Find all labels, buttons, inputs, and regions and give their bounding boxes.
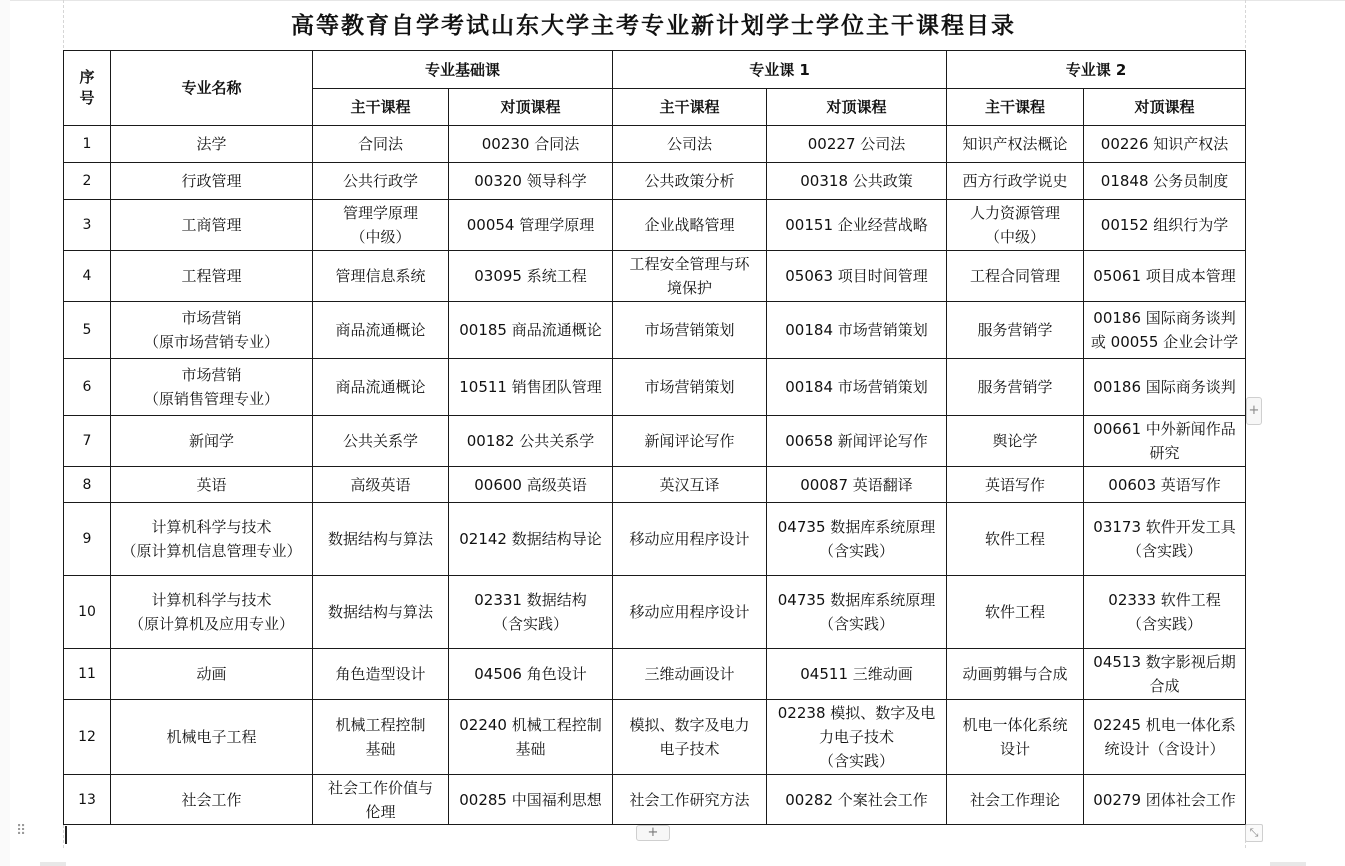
cell-major2-match: 03173 软件开发工具 （含实践）: [1084, 503, 1246, 576]
table-row: [64, 302, 1246, 359]
cell-major1-main: 工程安全管理与环 境保护: [613, 251, 767, 302]
cell-major1-main: 市场营销策划: [613, 302, 767, 359]
cell-seq: 8: [64, 467, 111, 503]
document-title: 高等教育自学考试山东大学主考专业新计划学士学位主干课程目录: [291, 12, 1016, 39]
cell-major2-main: 软件工程: [947, 503, 1084, 576]
header-major2-match: 对顶课程: [1084, 89, 1246, 126]
table-row: [64, 700, 1246, 775]
cell-major1-main: 社会工作研究方法: [613, 775, 767, 825]
cell-seq: 4: [64, 251, 111, 302]
cell-major2-match: 02333 软件工程 （含实践）: [1084, 576, 1246, 649]
cell-basic-main: 数据结构与算法: [313, 576, 449, 649]
cell-basic-main: 社会工作价值与 伦理: [313, 775, 449, 825]
text-cursor: [65, 826, 67, 844]
table-row: [64, 251, 1246, 302]
cell-basic-match: 00285 中国福利思想: [449, 775, 613, 825]
add-column-button[interactable]: +: [1246, 397, 1262, 425]
resize-handle-icon[interactable]: ⤡: [1245, 824, 1263, 842]
table-row: [64, 467, 1246, 503]
cell-seq: 3: [64, 200, 111, 251]
cell-major1-match: 00184 市场营销策划: [767, 359, 947, 416]
cell-basic-match: 00182 公共关系学: [449, 416, 613, 467]
cell-basic-main: 商品流通概论: [313, 302, 449, 359]
cell-major2-match: 01848 公务员制度: [1084, 163, 1246, 200]
cell-major1-match: 00282 个案社会工作: [767, 775, 947, 825]
cell-basic-match: 02240 机械工程控制 基础: [449, 700, 613, 775]
cell-major1-match: 00151 企业经营战略: [767, 200, 947, 251]
header-group-major2: 专业课 2: [947, 51, 1246, 89]
cell-basic-match: 00600 高级英语: [449, 467, 613, 503]
cell-major: 新闻学: [111, 416, 313, 467]
cell-major: 动画: [111, 649, 313, 700]
table-row: [64, 416, 1246, 467]
cell-seq: 11: [64, 649, 111, 700]
cell-basic-main: 公共关系学: [313, 416, 449, 467]
cell-basic-match: 03095 系统工程: [449, 251, 613, 302]
cell-major2-match: 00661 中外新闻作品 研究: [1084, 416, 1246, 467]
cell-major1-main: 三维动画设计: [613, 649, 767, 700]
cell-major2-main: 知识产权法概论: [947, 126, 1084, 163]
cell-major1-match: 05063 项目时间管理: [767, 251, 947, 302]
cell-major2-match: 00226 知识产权法: [1084, 126, 1246, 163]
course-table: [63, 50, 1246, 825]
cell-major2-match: 00186 国际商务谈判 或 00055 企业会计学: [1084, 302, 1246, 359]
cell-major2-match: 00279 团体社会工作: [1084, 775, 1246, 825]
cell-major1-main: 英汉互译: [613, 467, 767, 503]
cell-basic-main: 数据结构与算法: [313, 503, 449, 576]
cell-seq: 10: [64, 576, 111, 649]
cell-major1-match: 00658 新闻评论写作: [767, 416, 947, 467]
table-body: [64, 126, 1246, 825]
header-basic-main: 主干课程: [313, 89, 449, 126]
table-row: [64, 359, 1246, 416]
cell-major: 工商管理: [111, 200, 313, 251]
table-row: [64, 503, 1246, 576]
cell-seq: 5: [64, 302, 111, 359]
cell-major1-match: 00227 公司法: [767, 126, 947, 163]
cell-basic-match: 10511 销售团队管理: [449, 359, 613, 416]
table-row: [64, 775, 1246, 825]
header-group-major1: 专业课 1: [613, 51, 947, 89]
cell-seq: 1: [64, 126, 111, 163]
cell-major: 市场营销 （原市场营销专业）: [111, 302, 313, 359]
cell-major1-main: 企业战略管理: [613, 200, 767, 251]
cell-major2-main: 机电一体化系统 设计: [947, 700, 1084, 775]
header-major-name: 专业名称: [111, 51, 313, 126]
cell-seq: 7: [64, 416, 111, 467]
cell-seq: 12: [64, 700, 111, 775]
header-major1-match: 对顶课程: [767, 89, 947, 126]
cell-major2-main: 服务营销学: [947, 359, 1084, 416]
table-row: [64, 126, 1246, 163]
cell-major2-match: 00186 国际商务谈判: [1084, 359, 1246, 416]
cell-basic-match: 04506 角色设计: [449, 649, 613, 700]
table-row: [64, 163, 1246, 200]
cell-major2-main: 西方行政学说史: [947, 163, 1084, 200]
scrollbar-left: [40, 862, 66, 866]
cell-basic-match: 02331 数据结构 （含实践）: [449, 576, 613, 649]
cell-major1-main: 公司法: [613, 126, 767, 163]
cell-basic-match: 02142 数据结构导论: [449, 503, 613, 576]
cell-major2-main: 软件工程: [947, 576, 1084, 649]
cell-major2-main: 服务营销学: [947, 302, 1084, 359]
left-margin: [0, 0, 10, 866]
drag-handle-icon[interactable]: ⠿: [16, 823, 26, 839]
cell-seq: 6: [64, 359, 111, 416]
cell-seq: 9: [64, 503, 111, 576]
cell-major1-match: 04735 数据库系统原理 （含实践）: [767, 503, 947, 576]
header-basic-match: 对顶课程: [449, 89, 613, 126]
cell-major2-main: 英语写作: [947, 467, 1084, 503]
cell-major2-main: 动画剪辑与合成: [947, 649, 1084, 700]
cell-major: 行政管理: [111, 163, 313, 200]
cell-seq: 13: [64, 775, 111, 825]
cell-major1-match: 02238 模拟、数字及电 力电子技术 （含实践）: [767, 700, 947, 775]
cell-basic-main: 管理学原理 （中级）: [313, 200, 449, 251]
cell-major1-match: 04735 数据库系统原理 （含实践）: [767, 576, 947, 649]
cell-major: 法学: [111, 126, 313, 163]
cell-basic-main: 管理信息系统: [313, 251, 449, 302]
cell-major: 计算机科学与技术 （原计算机及应用专业）: [111, 576, 313, 649]
cell-major2-match: 05061 项目成本管理: [1084, 251, 1246, 302]
cell-basic-main: 合同法: [313, 126, 449, 163]
scrollbar-right: [1270, 862, 1306, 866]
cell-major1-match: 00087 英语翻译: [767, 467, 947, 503]
cell-major: 计算机科学与技术 （原计算机信息管理专业）: [111, 503, 313, 576]
cell-major: 机械电子工程: [111, 700, 313, 775]
cell-major1-main: 公共政策分析: [613, 163, 767, 200]
cell-major1-match: 04511 三维动画: [767, 649, 947, 700]
cell-basic-main: 角色造型设计: [313, 649, 449, 700]
cell-basic-main: 高级英语: [313, 467, 449, 503]
table-row: [64, 576, 1246, 649]
header-group-basic: 专业基础课: [313, 51, 613, 89]
cell-basic-match: 00185 商品流通概论: [449, 302, 613, 359]
table-row: [64, 649, 1246, 700]
cell-basic-match: 00230 合同法: [449, 126, 613, 163]
add-row-button[interactable]: +: [636, 825, 670, 841]
cell-major1-main: 模拟、数字及电力 电子技术: [613, 700, 767, 775]
cell-major2-match: 04513 数字影视后期 合成: [1084, 649, 1246, 700]
cell-major1-main: 新闻评论写作: [613, 416, 767, 467]
cell-seq: 2: [64, 163, 111, 200]
header-seq: 序号: [64, 51, 111, 126]
cell-major2-main: 人力资源管理 （中级）: [947, 200, 1084, 251]
cell-major2-match: 00152 组织行为学: [1084, 200, 1246, 251]
cell-major1-match: 00184 市场营销策划: [767, 302, 947, 359]
cell-major1-main: 市场营销策划: [613, 359, 767, 416]
cell-major: 工程管理: [111, 251, 313, 302]
cell-major2-main: 舆论学: [947, 416, 1084, 467]
cell-basic-match: 00054 管理学原理: [449, 200, 613, 251]
cell-basic-main: 机械工程控制 基础: [313, 700, 449, 775]
cell-major2-main: 工程合同管理: [947, 251, 1084, 302]
cell-major1-main: 移动应用程序设计: [613, 576, 767, 649]
cell-major1-main: 移动应用程序设计: [613, 503, 767, 576]
cell-basic-main: 商品流通概论: [313, 359, 449, 416]
cell-basic-main: 公共行政学: [313, 163, 449, 200]
cell-major1-match: 00318 公共政策: [767, 163, 947, 200]
cell-major2-main: 社会工作理论: [947, 775, 1084, 825]
header-major2-main: 主干课程: [947, 89, 1084, 126]
header-major1-main: 主干课程: [613, 89, 767, 126]
cell-major2-match: 02245 机电一体化系 统设计（含设计）: [1084, 700, 1246, 775]
table-row: [64, 200, 1246, 251]
cell-major2-match: 00603 英语写作: [1084, 467, 1246, 503]
cell-major: 社会工作: [111, 775, 313, 825]
cell-basic-match: 00320 领导科学: [449, 163, 613, 200]
cell-major: 市场营销 （原销售管理专业）: [111, 359, 313, 416]
cell-major: 英语: [111, 467, 313, 503]
